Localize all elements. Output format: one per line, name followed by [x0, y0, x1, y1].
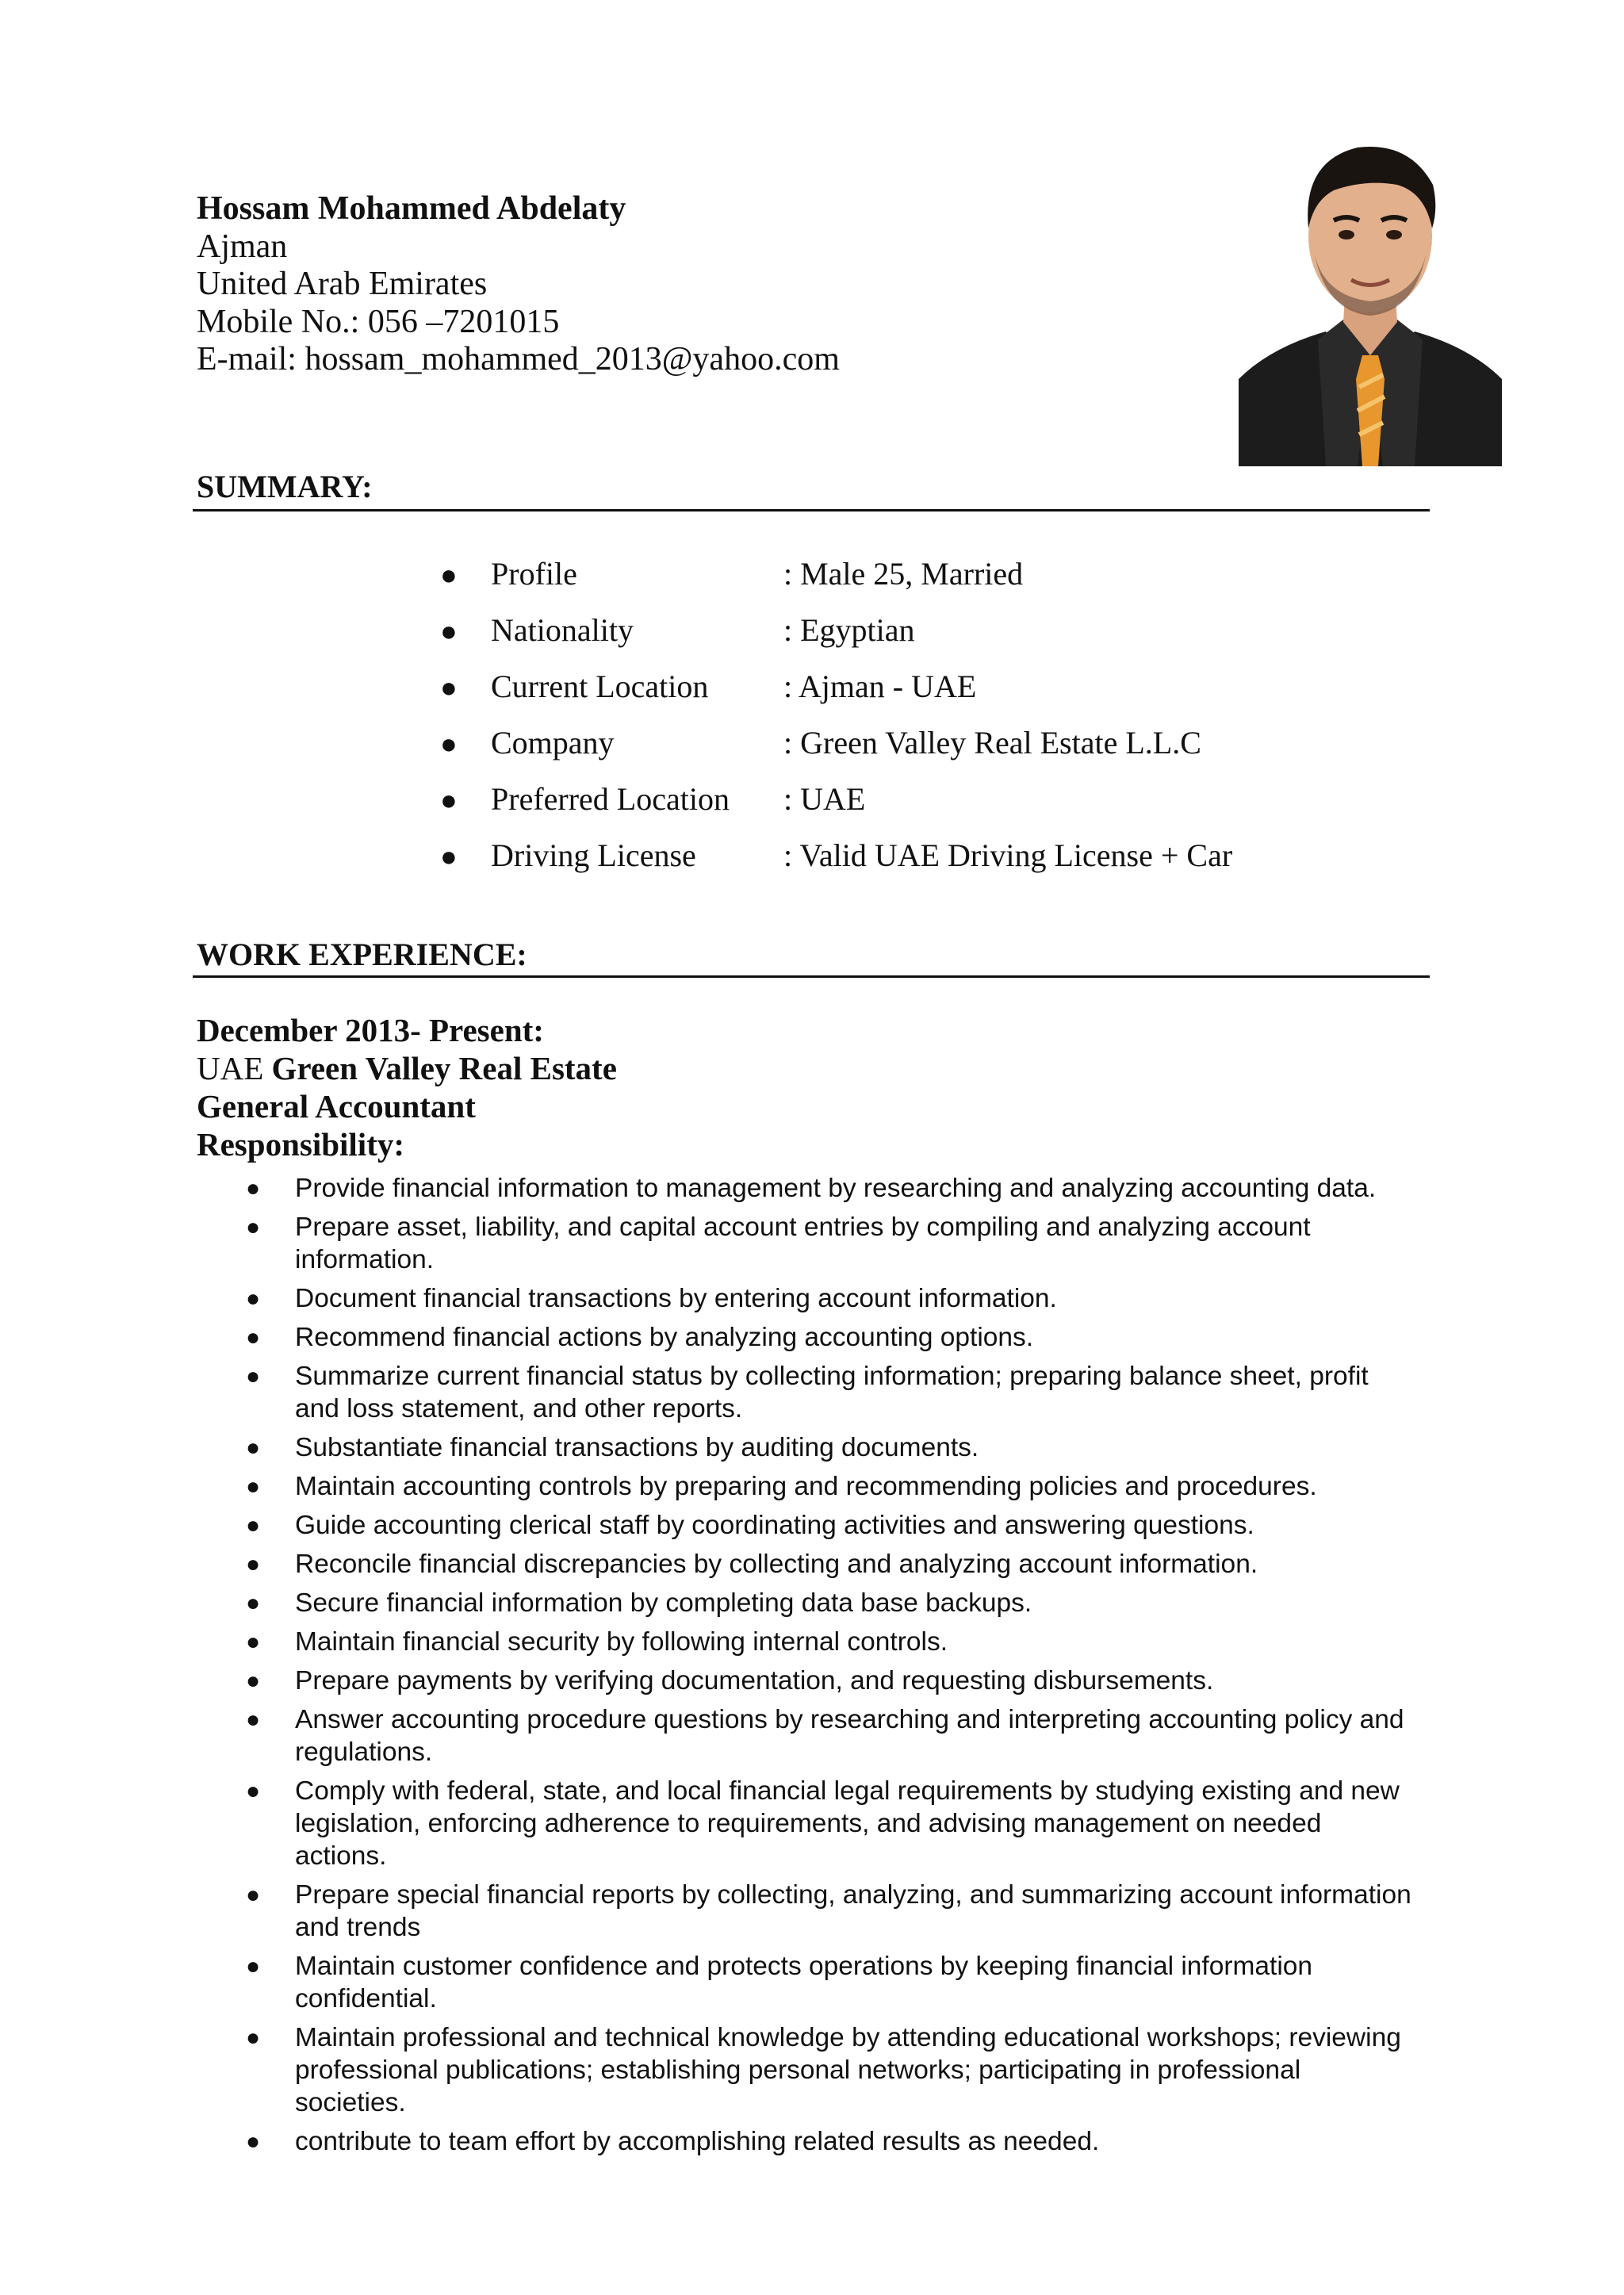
responsibility-text: Recommend financial actions by analyzing accounting options. — [295, 1323, 1034, 1352]
responsibility-item — [238, 1172, 1411, 1205]
responsibility-text: Prepare asset, liability, and capital account entries by compiling and analyzing account information. — [295, 1213, 1311, 1274]
responsibility-item — [238, 1282, 1411, 1315]
job-position: General Accountant — [197, 1088, 476, 1125]
person-portrait-icon — [1239, 117, 1502, 466]
responsibility-text: Guide accounting clerical staff by coordinating activities and answering questions. — [295, 1511, 1254, 1540]
responsibility-text: Comply with federal, state, and local financial legal requirements by studying existing and new legislation, enforcing adherence to requirements, and advising management on needed actions. — [295, 1776, 1400, 1871]
job-employer-line — [197, 1049, 617, 1087]
responsibility-text: Summarize current financial status by collecting information; preparing balance sheet, profit and loss statement, and other reports. — [295, 1362, 1369, 1423]
responsibility-text: Maintain customer confidence and protects operations by keeping financial information confidential. — [295, 1952, 1313, 2013]
responsibility-item — [238, 2021, 1411, 2119]
candidate-name: Hossam Mohammed Abdelaty — [197, 190, 626, 227]
bullet-icon: ● — [246, 1363, 261, 1389]
bullet-icon: ● — [246, 1473, 261, 1500]
summary-label: Preferred Location — [491, 781, 730, 817]
summary-value: : UAE — [783, 781, 866, 817]
summary-label: Nationality — [491, 612, 634, 648]
responsibility-text: Provide financial information to management by researching and analyzing accounting data. — [295, 1174, 1377, 1203]
responsibility-item — [238, 1548, 1411, 1580]
responsibility-item — [238, 1626, 1411, 1658]
summary-value: : Male 25, Married — [783, 556, 1024, 592]
responsibility-item — [238, 1509, 1411, 1542]
profile-photo — [1239, 117, 1502, 466]
bullet-icon: ● — [440, 841, 458, 872]
bullet-icon: ● — [440, 784, 458, 816]
responsibility-text: Maintain accounting controls by preparing and recommending policies and procedures. — [295, 1472, 1317, 1501]
work-experience-heading: WORK EXPERIENCE: — [197, 937, 527, 972]
responsibility-text: Maintain financial security by following internal controls. — [295, 1627, 948, 1657]
responsibilities-list — [238, 1172, 1411, 2164]
bullet-icon: ● — [246, 1629, 261, 1655]
summary-heading: SUMMARY: — [197, 469, 373, 504]
responsibility-item — [238, 1587, 1411, 1619]
job-country: UAE — [197, 1050, 264, 1086]
contact-block — [197, 190, 840, 379]
summary-divider — [193, 509, 1430, 511]
responsibility-item — [238, 1211, 1411, 1276]
bullet-icon: ● — [246, 1953, 261, 1979]
bullet-icon: ● — [440, 559, 458, 591]
responsibility-text: Document financial transactions by entering account information. — [295, 1284, 1057, 1313]
bullet-icon: ● — [246, 1707, 261, 1733]
bullet-icon: ● — [246, 1778, 261, 1804]
responsibility-text: contribute to team effort by accomplishing related results as needed. — [295, 2127, 1100, 2156]
bullet-icon: ● — [246, 1512, 261, 1538]
bullet-icon: ● — [440, 615, 458, 647]
responsibility-item — [238, 1321, 1411, 1354]
bullet-icon: ● — [246, 2128, 261, 2155]
responsibility-item — [238, 1950, 1411, 2015]
responsibility-text: Answer accounting procedure questions by researching and interpreting accounting policy and regulations. — [295, 1705, 1404, 1767]
bullet-icon: ● — [246, 2025, 261, 2051]
country: United Arab Emirates — [197, 266, 488, 302]
job-entry — [197, 1011, 617, 1163]
summary-label: Driving License — [491, 837, 696, 873]
responsibility-label: Responsibility: — [197, 1126, 404, 1163]
bullet-icon: ● — [246, 1324, 261, 1351]
summary-value: : Ajman - UAE — [783, 669, 977, 704]
summary-value: : Valid UAE Driving License + Car — [783, 837, 1233, 873]
responsibility-text: Secure financial information by completing data base backups. — [295, 1588, 1032, 1618]
bullet-icon: ● — [246, 1285, 261, 1312]
bullet-icon: ● — [246, 1590, 261, 1616]
responsibility-item — [238, 1665, 1411, 1697]
responsibility-item — [238, 1360, 1411, 1425]
responsibility-text: Reconcile financial discrepancies by collecting and analyzing account information. — [295, 1550, 1258, 1579]
summary-value: : Egyptian — [783, 612, 915, 648]
bullet-icon: ● — [440, 672, 458, 703]
responsibility-item — [238, 1879, 1411, 1944]
responsibility-item — [238, 2125, 1411, 2158]
responsibility-item — [238, 1470, 1411, 1503]
summary-label: Current Location — [491, 669, 709, 704]
job-company: Green Valley Real Estate — [271, 1050, 617, 1086]
work-experience-divider — [193, 975, 1430, 978]
responsibility-item — [238, 1703, 1411, 1768]
bullet-icon: ● — [246, 1435, 261, 1461]
city: Ajman — [197, 228, 288, 265]
bullet-icon: ● — [246, 1551, 261, 1577]
responsibility-item — [238, 1775, 1411, 1872]
email-address: E-mail: hossam_mohammed_2013@yahoo.com — [197, 341, 840, 377]
responsibility-text: Substantiate financial transactions by auditing documents. — [295, 1433, 979, 1462]
bullet-icon: ● — [246, 1882, 261, 1908]
responsibility-text: Prepare special financial reports by collecting, analyzing, and summarizing account information and trends — [295, 1880, 1411, 1942]
summary-value: : Green Valley Real Estate L.L.C — [783, 725, 1201, 761]
responsibility-text: Prepare payments by verifying documentation, and requesting disbursements. — [295, 1666, 1214, 1695]
mobile-number: Mobile No.: 056 –7201015 — [197, 303, 560, 340]
responsibility-item — [238, 1431, 1411, 1464]
bullet-icon: ● — [246, 1668, 261, 1694]
job-period: December 2013- Present: — [197, 1012, 544, 1048]
summary-label: Profile — [491, 556, 577, 592]
summary-label: Company — [491, 725, 615, 761]
bullet-icon: ● — [246, 1214, 261, 1240]
responsibility-text: Maintain professional and technical knowledge by attending educational workshops; reviewing professional publications; establishing personal networks; participating in professional societies. — [295, 2023, 1401, 2117]
bullet-icon: ● — [440, 728, 458, 760]
bullet-icon: ● — [246, 1175, 261, 1201]
